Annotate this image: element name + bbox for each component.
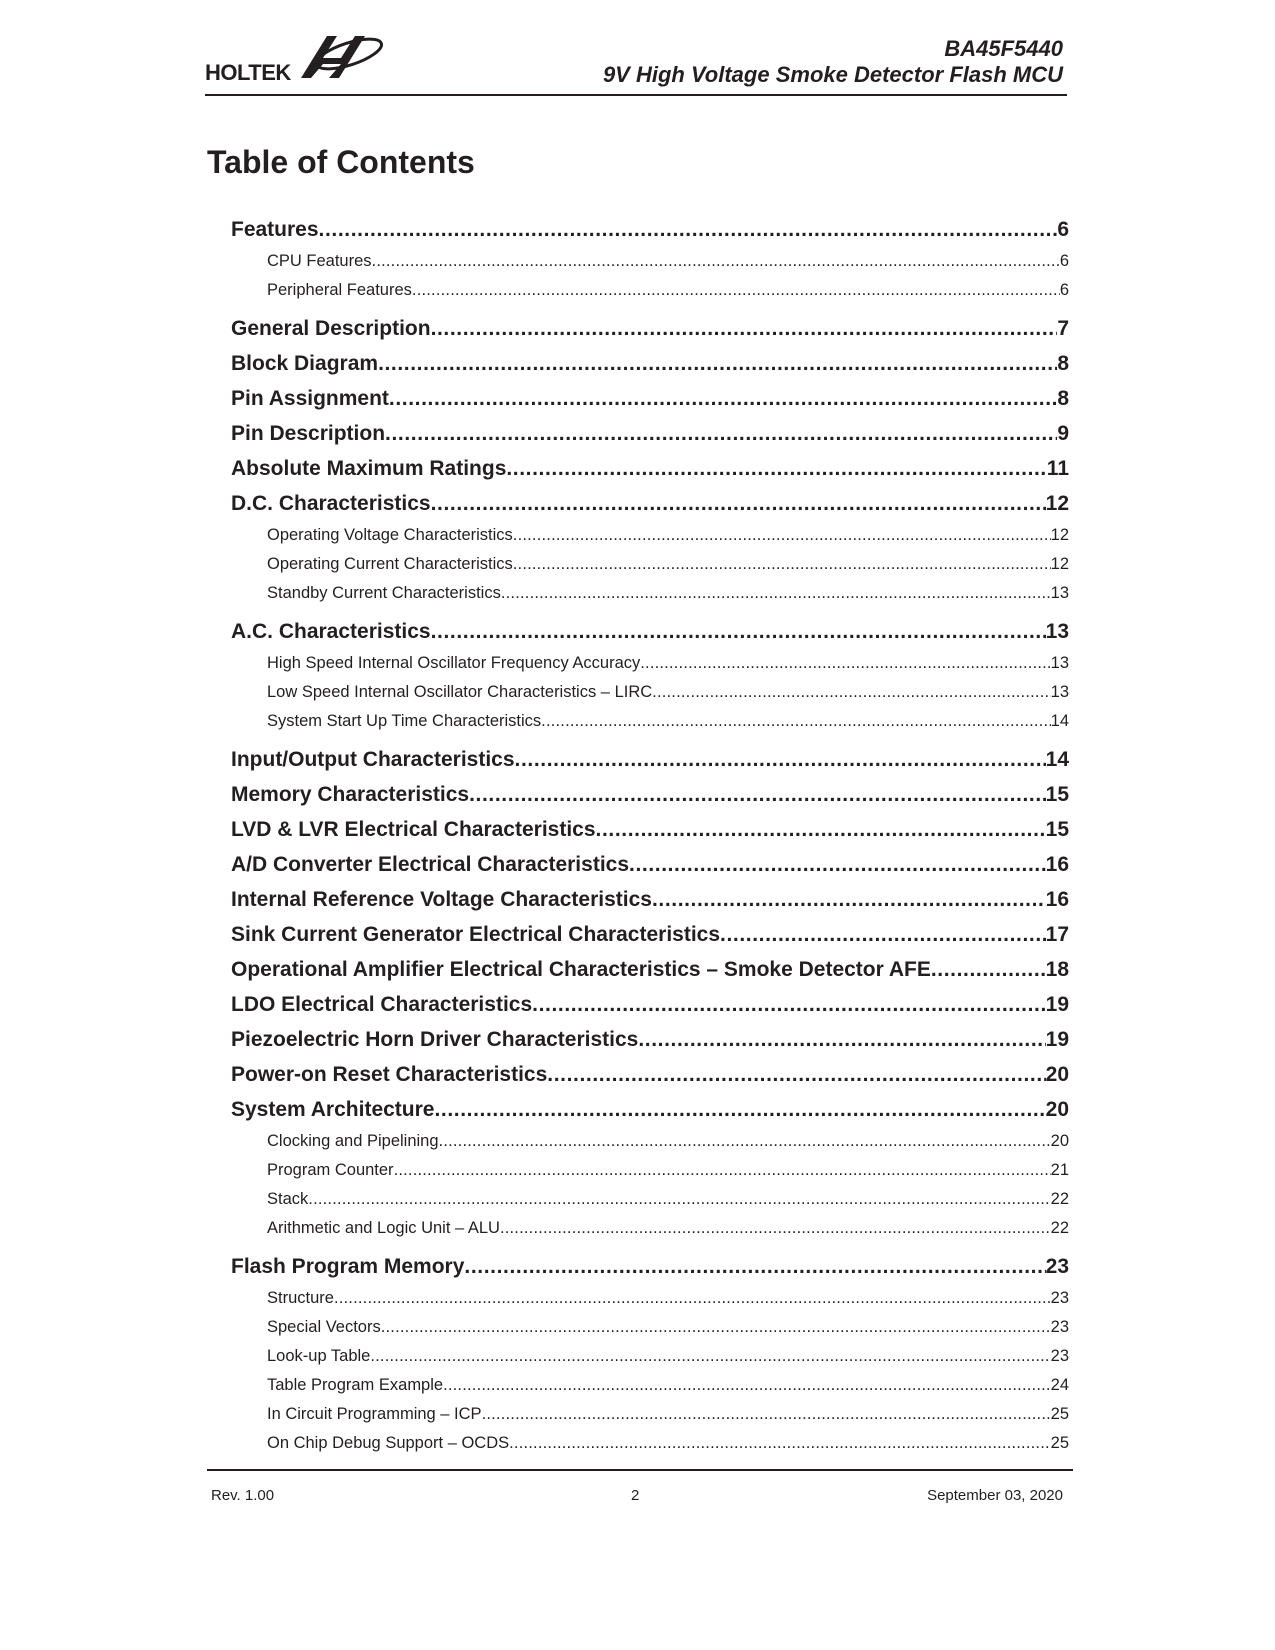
toc-entry-label: A/D Converter Electrical Characteristics <box>231 853 630 876</box>
toc-entry-page: 15 <box>1045 818 1069 841</box>
toc-dot-leader <box>640 649 1050 678</box>
toc-entry-label: LDO Electrical Characteristics <box>231 993 533 1016</box>
toc-dot-leader <box>464 1249 1045 1284</box>
toc-entry-label: Low Speed Internal Oscillator Characteristics – LIRC <box>267 683 653 701</box>
toc-entry-page: 14 <box>1050 712 1069 730</box>
toc-section-entry[interactable] <box>231 311 1069 346</box>
toc-section-entry[interactable] <box>231 882 1069 917</box>
toc-subsection-entry[interactable] <box>231 1185 1069 1214</box>
toc-entry-page: 13 <box>1050 584 1069 602</box>
toc-section-entry[interactable] <box>231 614 1069 649</box>
toc-dot-leader <box>532 987 1046 1022</box>
toc-section-entry[interactable] <box>231 952 1069 987</box>
toc-entry-label: D.C. Characteristics <box>231 492 431 515</box>
toc-entry-page: 6 <box>1059 252 1069 270</box>
toc-entry-label: Special Vectors <box>267 1318 381 1336</box>
toc-dot-leader <box>652 882 1046 917</box>
toc-section-entry[interactable] <box>231 486 1069 521</box>
toc-dot-leader <box>469 777 1046 812</box>
toc-entry-page: 13 <box>1050 683 1069 701</box>
toc-entry-label: Memory Characteristics <box>231 783 470 806</box>
toc-subsection-entry[interactable] <box>231 1342 1069 1371</box>
toc-section-entry[interactable] <box>231 1057 1069 1092</box>
toc-entry-label: Flash Program Memory <box>231 1255 465 1278</box>
toc-entry-page: 25 <box>1050 1434 1069 1452</box>
toc-subsection-entry[interactable] <box>231 678 1069 707</box>
toc-entry-page: 16 <box>1045 888 1069 911</box>
toc-section-entry[interactable] <box>231 346 1069 381</box>
footer-date: September 03, 2020 <box>927 1487 1063 1504</box>
toc-entry-label: Pin Description <box>231 422 386 445</box>
toc-dot-leader <box>431 486 1046 521</box>
toc-subsection-entry[interactable] <box>231 1214 1069 1243</box>
toc-entry-label: System Start Up Time Characteristics <box>267 712 542 730</box>
toc-entry-label: Sink Current Generator Electrical Characteristics <box>231 923 721 946</box>
toc-subsection-entry[interactable] <box>231 521 1069 550</box>
toc-dot-leader <box>431 311 1058 346</box>
toc-entry-label: LVD & LVR Electrical Characteristics <box>231 818 596 841</box>
toc-entry-label: CPU Features <box>267 252 372 270</box>
toc-entry-page: 16 <box>1045 853 1069 876</box>
toc-dot-leader <box>638 1022 1045 1057</box>
toc-entry-page: 24 <box>1050 1376 1069 1394</box>
toc-section-entry[interactable] <box>231 917 1069 952</box>
holtek-logo-mark-icon <box>297 28 387 86</box>
holtek-logo <box>205 26 395 86</box>
toc-subsection-entry[interactable] <box>231 550 1069 579</box>
toc-subsection-entry[interactable] <box>231 1371 1069 1400</box>
part-number: BA45F5440 <box>944 36 1063 61</box>
toc-entry-label: High Speed Internal Oscillator Frequency Accuracy <box>267 654 641 672</box>
toc-entry-label: Operating Current Characteristics <box>267 555 513 573</box>
footer-revision: Rev. 1.00 <box>211 1487 275 1504</box>
toc-dot-leader <box>370 1342 1050 1371</box>
toc-entry-label: Look-up Table <box>267 1347 371 1365</box>
toc-entry-page: 6 <box>1057 218 1069 241</box>
toc-dot-leader <box>381 1313 1051 1342</box>
toc-entry-label: Operating Voltage Characteristics <box>267 526 513 544</box>
toc-entry-label: Operational Amplifier Electrical Characteristics – Smoke Detector AFE <box>231 958 931 981</box>
toc-subsection-entry[interactable] <box>231 1156 1069 1185</box>
toc-subsection-entry[interactable] <box>231 276 1069 305</box>
toc-subsection-entry[interactable] <box>231 649 1069 678</box>
toc-entry-page: 18 <box>1045 958 1069 981</box>
toc-entry-page: 19 <box>1045 1028 1069 1051</box>
toc-entry-label: Internal Reference Voltage Characteristics <box>231 888 652 911</box>
toc-dot-leader <box>541 707 1050 736</box>
toc-entry-page: 23 <box>1050 1318 1069 1336</box>
toc-dot-leader <box>652 678 1050 707</box>
toc-entry-label: In Circuit Programming – ICP <box>267 1405 482 1423</box>
toc-entry-page: 13 <box>1050 654 1069 672</box>
toc-entry-page: 25 <box>1050 1405 1069 1423</box>
toc-entry-label: Pin Assignment <box>231 387 389 410</box>
toc-entry-label: Absolute Maximum Ratings <box>231 457 507 480</box>
toc-entry-label: Table Program Example <box>267 1376 444 1394</box>
toc-entry-label: On Chip Debug Support – OCDS <box>267 1434 510 1452</box>
toc-section-entry[interactable] <box>231 987 1069 1022</box>
toc-entry-page: 7 <box>1057 317 1069 340</box>
toc-dot-leader <box>513 550 1051 579</box>
toc-entry-label: Piezoelectric Horn Driver Characteristics <box>231 1028 639 1051</box>
toc-entry-page: 8 <box>1057 352 1069 375</box>
toc-entry-page: 20 <box>1045 1063 1069 1086</box>
toc-dot-leader <box>931 952 1046 987</box>
toc-dot-leader <box>412 276 1060 305</box>
product-title: 9V High Voltage Smoke Detector Flash MCU <box>602 62 1063 87</box>
page-title: Table of Contents <box>207 144 475 180</box>
toc-section-entry[interactable] <box>231 212 1069 247</box>
toc-entry-page: 19 <box>1045 993 1069 1016</box>
toc-entry-label: Features <box>231 218 319 241</box>
toc-entry-label: General Description <box>231 317 431 340</box>
toc-entry-page: 17 <box>1045 923 1069 946</box>
toc-entry-page: 9 <box>1057 422 1069 445</box>
toc-subsection-entry[interactable] <box>231 1400 1069 1429</box>
toc-dot-leader <box>308 1185 1050 1214</box>
toc-entry-label: Block Diagram <box>231 352 379 375</box>
toc-section-entry[interactable] <box>231 1249 1069 1284</box>
toc-entry-page: 12 <box>1045 492 1069 515</box>
toc-dot-leader <box>378 346 1057 381</box>
toc-entry-label: Structure <box>267 1289 334 1307</box>
header-title-block <box>603 36 1063 88</box>
toc-entry-page: 13 <box>1045 620 1069 643</box>
toc-entry-page: 22 <box>1050 1219 1069 1237</box>
toc-entry-page: 23 <box>1050 1289 1069 1307</box>
toc-entry-label: Peripheral Features <box>267 281 412 299</box>
table-of-contents <box>231 212 1069 1458</box>
toc-dot-leader <box>506 451 1046 486</box>
toc-dot-leader <box>500 1214 1051 1243</box>
toc-entry-label: Arithmetic and Logic Unit – ALU <box>267 1219 500 1237</box>
toc-subsection-entry[interactable] <box>231 1313 1069 1342</box>
toc-dot-leader <box>629 847 1046 882</box>
toc-entry-page: 20 <box>1050 1132 1069 1150</box>
toc-entry-label: Standby Current Characteristics <box>267 584 501 602</box>
toc-dot-leader <box>439 1127 1051 1156</box>
toc-entry-page: 14 <box>1045 748 1069 771</box>
toc-dot-leader <box>431 614 1046 649</box>
toc-section-entry[interactable] <box>231 847 1069 882</box>
toc-dot-leader <box>434 1092 1045 1127</box>
toc-dot-leader <box>720 917 1046 952</box>
toc-dot-leader <box>394 1156 1051 1185</box>
toc-entry-page: 12 <box>1050 555 1069 573</box>
toc-entry-page: 15 <box>1045 783 1069 806</box>
toc-entry-label: A.C. Characteristics <box>231 620 431 643</box>
toc-entry-page: 11 <box>1046 457 1069 480</box>
toc-section-entry[interactable] <box>231 416 1069 451</box>
toc-entry-page: 6 <box>1059 281 1069 299</box>
toc-entry-label: Clocking and Pipelining <box>267 1132 439 1150</box>
toc-entry-label: System Architecture <box>231 1098 435 1121</box>
toc-section-entry[interactable] <box>231 451 1069 486</box>
toc-section-entry[interactable] <box>231 381 1069 416</box>
toc-entry-page: 8 <box>1057 387 1069 410</box>
toc-dot-leader <box>334 1284 1051 1313</box>
toc-entry-page: 21 <box>1050 1161 1069 1179</box>
toc-dot-leader <box>513 521 1051 550</box>
toc-dot-leader <box>501 579 1051 608</box>
logo-text: HOLTEK <box>205 60 291 85</box>
toc-dot-leader <box>547 1057 1045 1092</box>
toc-entry-page: 12 <box>1050 526 1069 544</box>
toc-subsection-entry[interactable] <box>231 1284 1069 1313</box>
toc-entry-label: Stack <box>267 1190 309 1208</box>
toc-entry-label: Power-on Reset Characteristics <box>231 1063 548 1086</box>
toc-section-entry[interactable] <box>231 1092 1069 1127</box>
toc-entry-page: 23 <box>1045 1255 1069 1278</box>
toc-section-entry[interactable] <box>231 812 1069 847</box>
toc-dot-leader <box>372 247 1060 276</box>
toc-dot-leader <box>596 812 1046 847</box>
toc-section-entry[interactable] <box>231 777 1069 812</box>
toc-entry-page: 23 <box>1050 1347 1069 1365</box>
toc-entry-label: Input/Output Characteristics <box>231 748 515 771</box>
toc-section-entry[interactable] <box>231 1022 1069 1057</box>
toc-subsection-entry[interactable] <box>231 1429 1069 1458</box>
toc-subsection-entry[interactable] <box>231 247 1069 276</box>
page-footer <box>207 1469 1073 1504</box>
toc-dot-leader <box>482 1400 1051 1429</box>
toc-subsection-entry[interactable] <box>231 579 1069 608</box>
footer-page-number: 2 <box>631 1487 640 1504</box>
toc-subsection-entry[interactable] <box>231 1127 1069 1156</box>
toc-dot-leader <box>443 1371 1051 1400</box>
toc-dot-leader <box>319 212 1058 247</box>
toc-dot-leader <box>509 1429 1051 1458</box>
page-header <box>205 26 1067 96</box>
toc-section-entry[interactable] <box>231 742 1069 777</box>
toc-dot-leader <box>385 416 1057 451</box>
toc-entry-page: 22 <box>1050 1190 1069 1208</box>
toc-entry-page: 20 <box>1045 1098 1069 1121</box>
toc-dot-leader <box>389 381 1057 416</box>
toc-entry-label: Program Counter <box>267 1161 394 1179</box>
toc-dot-leader <box>515 742 1046 777</box>
toc-subsection-entry[interactable] <box>231 707 1069 736</box>
